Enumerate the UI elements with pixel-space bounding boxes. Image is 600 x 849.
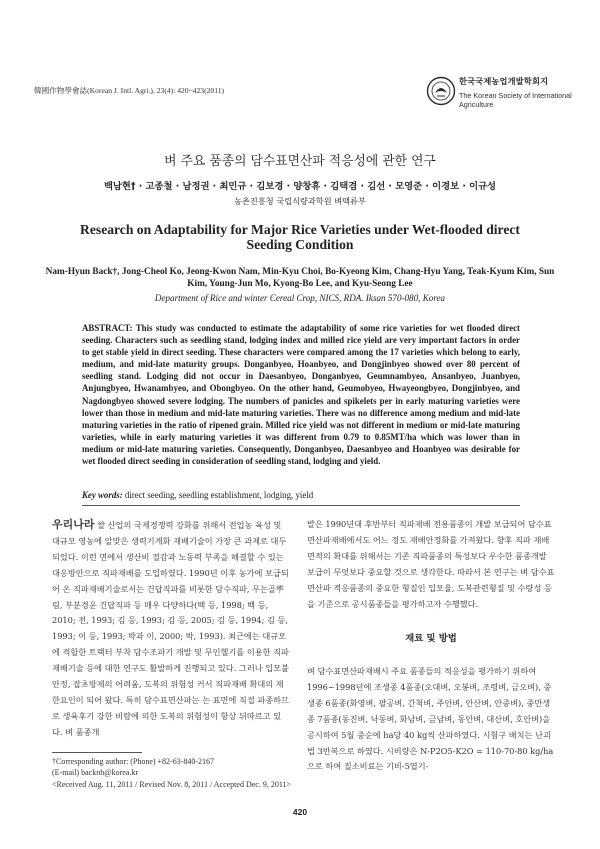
abstract-divider xyxy=(82,505,520,506)
korean-title: 벼 주요 품종의 담수표면산파 적응성에 관한 연구 xyxy=(164,154,436,169)
intro-paragraph: 쌀 산업의 국제경쟁력 강화를 위해서 전업농 육성 및 대규모 영농에 알맞은 생력기계화 재배기술이 가장 큰 과제로 대두되었다. 이런 면에서 생산비 절감과 노동력 부족을 해결할 수 있는 대응방안으로 직파재배를 도입하였다. 1990년 이후 농가에 보급되어 온 직파재배기술로서는 건답직파를 비롯한 담수직파, 무논골뿌림, 부분경운 건답직파 등 매우 다양하다(백 등, 1998; 백 등, 2010; 전, 1993; 김 등, 1993; 김 등, 2005; 김 등, 1994; 김 등, 1993; 이 등, 1993; 박과 이, 2000; 박, 1993). 최근에는 대규모에 적합한 트랙터 부착 담수조파기 개발 및 무인헬기를 이용한 직파재배기술 등에 대한 연구도 활발하게 진행되고 있다. 그러나 입모불안정, 잡초방제의 어려움, 도복의 위험성 커서 직파재배 확대의 제한요인이 되어 왔다. 특히 담수표면산파는 논 표면에 직접 파종하므로 생육후기 강한 비람에 의한 도복의 위험성이 항상 뒤따르고 있다. 벼 품종개 xyxy=(52,520,289,737)
keywords-label: Key words: xyxy=(82,490,123,500)
journal-citation: 韓國作物學會誌(Korean J. Intl. Agri.), 23(4): 420~423(2011) xyxy=(34,86,225,95)
footnote-dates: <Received Aug. 11, 2011 / Revised Nov. 8, 2011 / Accepted Dec. 9, 2011> xyxy=(52,779,292,789)
english-authors: Nam-Hyun Back†, Jong-Cheol Ko, Jeong-Kwon Nam, Min-Kyu Choi, Bo-Kyeong Kim, Chang-Hyu Yang, Teak-Kyum Kim, Sun Kim, Young-Jun Mo, Kyong-Bo Lee, and Kyu-Seong Lee xyxy=(45,267,555,289)
footnote-corresponding: †Corresponding author: (Phone) +82-63-840-2167 xyxy=(52,757,215,766)
section-heading-methods: 재료 및 방법 xyxy=(405,633,457,644)
society-name-en-line2: Agriculture xyxy=(459,100,494,109)
methods-paragraph: 벼 담수표면산파재배시 주요 품종들의 적응성을 평가하기 위하여 1996~1998년에 조생종 4품종(오대벼, 오봉벼, 조령벼, 금오벼), 중생종 6품종(화영벼, 팔공벼, 간척벼, 주안벼, 안산벼, 안중벼), 중만생종 7품종(동진벼, 낙동벼, 화남벼, 금남벼, 동안벼, 대산벼, 호안벼)을 공시하여 5월 중순에 ha당 40 kg씩 산파하였다. 시험구 배치는 난괴법 3반복으로 하였다. 시비량은 N-P2O5-K2O = 110-70-80 kg/ha으로 하여 질소비료는 기비-5엽기- xyxy=(307,666,554,772)
english-title: Research on Adaptability for Major Rice Varieties under Wet-flooded direct Seeding Condition xyxy=(80,222,520,252)
society-name-kr: 한국국제농업개발학회지 xyxy=(459,76,549,86)
society-emblem-icon xyxy=(426,76,456,106)
footnote-divider xyxy=(52,752,142,753)
keywords-list: direct seeding, seedling establishment, lodging, yield xyxy=(122,490,314,500)
society-name-en-line1: The Korean Society of International xyxy=(459,91,572,100)
body-right-column xyxy=(307,517,555,612)
footnote-email: (E-mail) backnh@korea.kr xyxy=(52,768,138,778)
korean-affiliation: 농촌진흥청 국립식량과학원 벼맥류부 xyxy=(234,196,366,206)
english-affiliation: Department of Rice and winter Cereal Crop, NICS, RDA. Iksan 570-080, Korea xyxy=(154,293,446,303)
body-left-column xyxy=(52,517,290,741)
lead-word: 우리나라 xyxy=(52,518,95,531)
abstract: ABSTRACT: This study was conducted to estimate the adaptability of some rice varieties for wet flooded direct seeding. Characters such as seedling stand, lodging index and milled rice yield are very important factors in order to get stable yield in direct seeding. These characters were compared among the 17 varieties which belong to early, medium, and mid-late maturity groups. Donganbyeo, Hoanbyeo, and Dongjinbyeo showed over 80 percent of seedling stand. Lodging did not occur in Daesanbyeo, Donganbyeo, Geumnambyeo, Ansanbyeo, Juanbyeo, Anjungbyeo, Hwanambyeo, and Obongbyeo. On the other hand, Geumobyeo, Hwayeongbyeo, Dongjinbyeo, and Nagdongbyeo showed severe lodging. The numbers of panicles and spikelets per in early maturing varieties were lower than those in medium and mid-late maturing varieties. There was no difference among medium and mid-late maturing varieties in the ratio of ripened grain. Milled rice yield was not different in medium or mid-late maturing varieties, while in early maturing varieties it was different from 0.79 to 0.85MT/ha which was lower than in medium or mid-late maturing varieties. Consequently, Donganbyeo, Daesanbyeo and Hoanbyeo was desirable for wet flooded direct seeding in consideration of seedling stand, lodging and yield. xyxy=(82,323,520,467)
intro-paragraph-continued: 발은 1990년대 후반부터 직파재배 전용품종이 개발 보급되어 담수표면산파재배에서도 어느 정도 재배안정화를 가져왔다. 향후 직파 재배면적의 확대를 위해서는 기존 직파품종의 특성보다 우수한 품종개발 보급이 무엇보다 중요할 것으로 생각한다. 따라서 본 연구는 벼 담수표면산파 적응품종의 중요한 형질인 입모율, 도복관련형질 및 수량성 등을 기준으로 공시품종들을 평가하고자 수행했다. xyxy=(307,519,555,609)
footnotes xyxy=(52,756,297,790)
page-number: 420 xyxy=(292,807,308,817)
keywords xyxy=(82,489,520,501)
society-logo xyxy=(426,70,576,122)
korean-authors: 백남현† · 고종철 · 남정권 · 최민규 · 김보경 · 양창휴 · 김택겸 · 김선 · 모영준 · 이경보 · 이규성 xyxy=(103,181,497,192)
